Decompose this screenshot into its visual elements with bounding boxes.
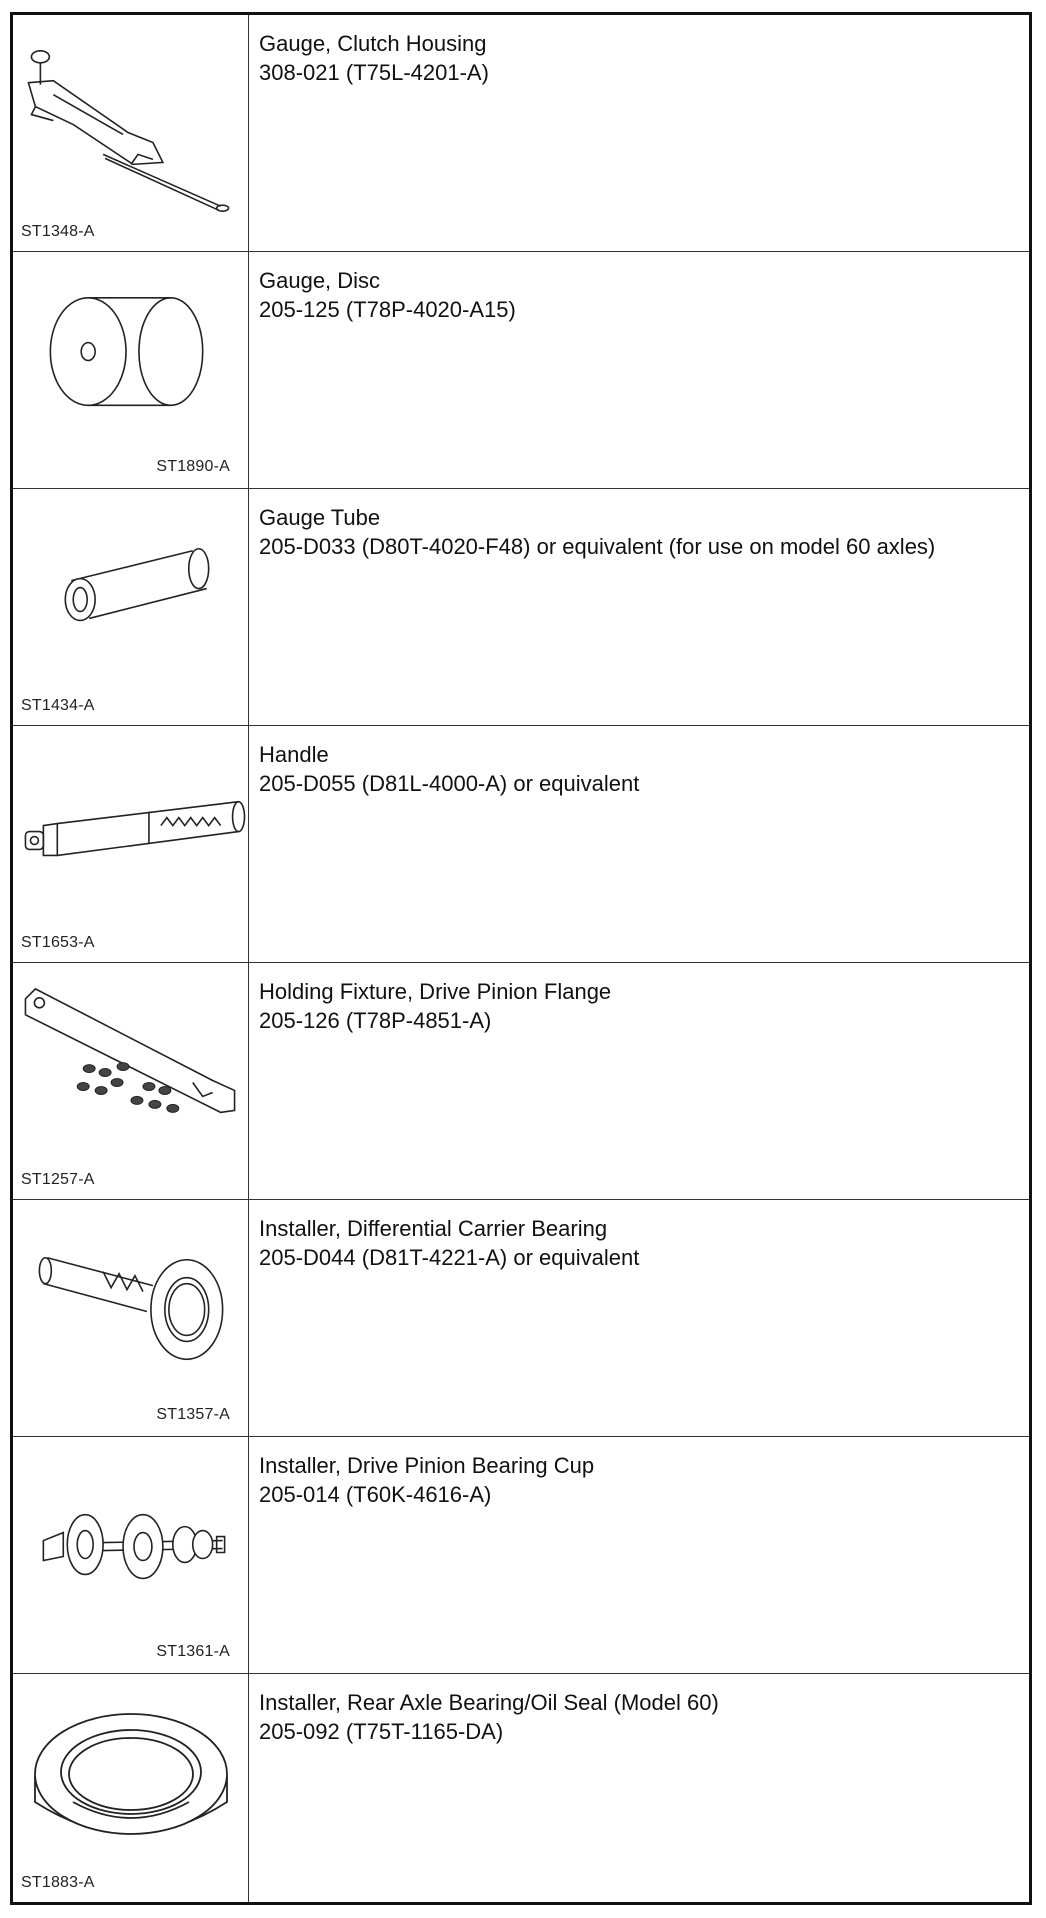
- table-row: [13, 1200, 1029, 1437]
- tool-number: 308-021 (T75L-4201-A): [259, 60, 489, 85]
- tool-title: Installer, Drive Pinion Bearing Cup: [259, 1453, 595, 1478]
- tool-title: Gauge, Disc: [259, 268, 381, 293]
- tool-number: 205-126 (T78P-4851-A): [259, 1008, 492, 1033]
- table-row: [13, 489, 1029, 726]
- special-tools-table: [10, 12, 1032, 1905]
- table-row: [13, 252, 1029, 489]
- tool-number: 205-D033 (D80T-4020-F48) or equivalent (for use on model 60 axles): [259, 534, 936, 559]
- tool-image-cell: [13, 489, 249, 725]
- tool-image-cell: [13, 963, 249, 1199]
- tool-description: [259, 1688, 1025, 1746]
- table-row: [13, 1437, 1029, 1674]
- tool-title: Holding Fixture, Drive Pinion Flange: [259, 979, 612, 1004]
- tool-image-cell: [13, 1674, 249, 1902]
- tool-image-cell: [13, 252, 249, 488]
- tool-title: Installer, Rear Axle Bearing/Oil Seal (Model 60): [259, 1690, 719, 1715]
- clutch-housing-gauge-icon: [13, 15, 249, 251]
- tool-description: [259, 503, 1025, 561]
- tool-description: [259, 1451, 1025, 1509]
- tool-number: 205-092 (T75T-1165-DA): [259, 1719, 504, 1744]
- handle-icon: [13, 726, 249, 962]
- tool-title: Installer, Differential Carrier Bearing: [259, 1216, 608, 1241]
- tool-description: [259, 977, 1025, 1035]
- tool-image-cell: [13, 1200, 249, 1436]
- tool-description: [259, 740, 1025, 798]
- tool-title: Gauge Tube: [259, 505, 381, 530]
- tool-code: ST1257-A: [21, 1171, 95, 1188]
- tool-title: Handle: [259, 742, 329, 767]
- bearing-cup-installer-icon: [13, 1437, 249, 1673]
- tool-code: ST1348-A: [21, 223, 95, 240]
- holding-fixture-icon: [13, 963, 249, 1199]
- tool-code: ST1890-A: [156, 458, 230, 475]
- tool-code: ST1434-A: [21, 697, 95, 714]
- tool-description: [259, 266, 1025, 324]
- tool-code: ST1361-A: [156, 1643, 230, 1660]
- table-row: [13, 726, 1029, 963]
- tool-image-cell: [13, 15, 249, 251]
- table-row: [13, 1674, 1029, 1902]
- oil-seal-installer-icon: [13, 1674, 249, 1902]
- tool-number: 205-D055 (D81L-4000-A) or equivalent: [259, 771, 640, 796]
- tool-number: 205-125 (T78P-4020-A15): [259, 297, 516, 322]
- tool-number: 205-D044 (D81T-4221-A) or equivalent: [259, 1245, 640, 1270]
- table-row: [13, 963, 1029, 1200]
- carrier-bearing-installer-icon: [13, 1200, 249, 1436]
- tool-code: ST1653-A: [21, 934, 95, 951]
- tool-code: ST1883-A: [21, 1874, 95, 1891]
- tool-image-cell: [13, 1437, 249, 1673]
- tool-number: 205-014 (T60K-4616-A): [259, 1482, 492, 1507]
- tool-description: [259, 29, 1025, 87]
- gauge-tube-icon: [13, 489, 249, 725]
- tool-code: ST1357-A: [156, 1406, 230, 1423]
- tool-description: [259, 1214, 1025, 1272]
- tool-image-cell: [13, 726, 249, 962]
- disc-gauge-icon: [13, 252, 249, 488]
- tool-title: Gauge, Clutch Housing: [259, 31, 487, 56]
- table-row: [13, 15, 1029, 252]
